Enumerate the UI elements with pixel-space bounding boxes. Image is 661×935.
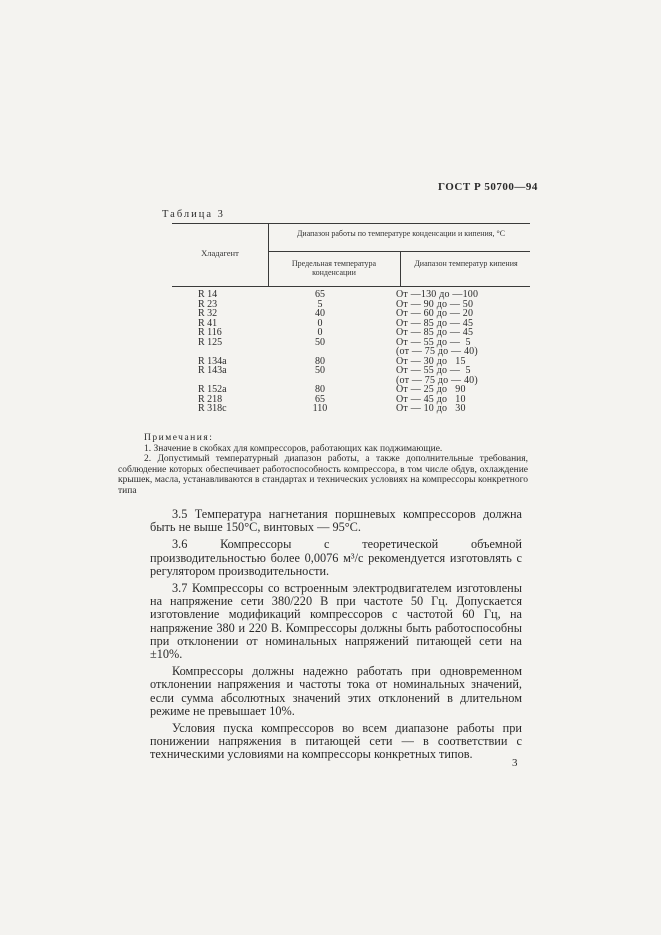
table-notes: [118, 433, 528, 496]
note-item: 1. Значение в скобках для компрессоров, работающих как поджимающие.: [144, 443, 443, 454]
table-row: [172, 328, 530, 338]
refrigerant-cell: R 14: [198, 289, 218, 300]
refrigerant-cell: R 143a: [198, 365, 227, 376]
col-header-range: Диапазон температур кипения: [414, 259, 518, 268]
document-code: ГОСТ Р 50700—94: [438, 181, 538, 193]
paragraph: Компрессоры должны надежно работать при одновременном отклонении напряжения и частоты тока от номинальных значений, если сумма абсолютных значений этих отклонений в длительном режиме не превышает 10%.: [150, 664, 522, 718]
table-body: [172, 290, 530, 414]
range-cell: От — 30 до 15: [396, 355, 466, 367]
refrigerant-cell: R 23: [198, 298, 218, 310]
refrigerant-cell: R 32: [198, 308, 218, 319]
table-row: [172, 300, 530, 310]
table-caption: Таблица 3: [162, 209, 225, 220]
table-group-rule: [268, 251, 530, 252]
range-cell: От — 55 до — 5: [396, 336, 471, 348]
col-header-limit: Предельная температура конденсации: [291, 259, 377, 277]
table-row: [172, 385, 530, 395]
col-header-refrigerant: Хладагент: [201, 248, 239, 258]
limit-temp-cell: 0: [317, 317, 323, 329]
refrigerant-cell: R 318c: [198, 403, 227, 414]
limit-temp-cell: 80: [315, 384, 325, 395]
limit-temp-cell: 65: [315, 393, 325, 405]
range-cell: От — 85 до — 45: [396, 317, 474, 329]
paragraph: 3.5 Температура нагнетания поршневых компрессоров должна быть не выше 150°С, винтовых — 95°С.: [150, 507, 522, 535]
refrigerant-cell: R 218: [198, 393, 223, 405]
table-row: [172, 319, 530, 329]
range-cell: (от — 75 до — 40): [396, 346, 478, 357]
refrigerant-cell: R 134a: [198, 355, 227, 367]
limit-temp-cell: 5: [317, 298, 323, 310]
range-cell: От —130 до —100: [396, 289, 479, 300]
range-cell: (от — 75 до — 40): [396, 374, 478, 386]
table-row: [172, 290, 530, 300]
body-text: [150, 508, 522, 766]
table-top-rule: [172, 223, 530, 224]
paragraph: Условия пуска компрессоров во всем диапазоне работы при понижении напряжения в питающей сети — в соответствии с техническими условиями на компрессоры конкретных типов.: [150, 721, 522, 762]
range-cell: От — 25 до 90: [396, 384, 466, 395]
table-header-rule: [172, 286, 530, 287]
limit-temp-cell: 110: [312, 403, 328, 414]
range-cell: От — 10 до 30: [396, 403, 466, 414]
limit-temp-cell: 50: [315, 365, 325, 376]
paragraph: 3.7 Компрессоры со встроенным электродвигателем изготовлены на напряжение сети 380/220 В при частоте 50 Гц. Допускается изготовление модификаций компрессоров с частотой 60 Гц, на напряжение 380 и 220 В. Компрессоры должны быть работоспособны при отклонении от номинальных напряжений питающей сети на ±10%.: [150, 581, 522, 662]
notes-title: Примечания:: [144, 433, 214, 443]
range-cell: От — 85 до — 45: [396, 327, 474, 338]
paragraph: 3.6 Компрессоры с теоретической объемной производительностью более 0,0076 м³/с рекомендуется изготовлять с регулятором производительности.: [150, 537, 522, 578]
refrigerant-cell: R 152a: [198, 384, 227, 395]
range-cell: От — 90 до — 50: [396, 298, 474, 310]
note-item: 2. Допустимый температурный диапазон работы, а также дополнительные требования, соблюдение которых обеспечивает работоспособность компрессора, в том числе обдув, охлаждение крышек, масла, устанавливаются в стандартах и технических условиях на компрессоры конкретного типа: [118, 454, 528, 496]
page-number: 3: [512, 757, 518, 769]
limit-temp-cell: 40: [315, 308, 325, 319]
limit-temp-cell: 50: [315, 336, 325, 348]
table-subcol-divider: [400, 251, 401, 286]
range-cell: От — 60 до — 20: [396, 308, 474, 319]
range-cell: От — 55 до — 5: [396, 365, 471, 376]
table-row: [172, 309, 530, 319]
limit-temp-cell: 0: [317, 327, 323, 338]
limit-temp-cell: 65: [315, 289, 325, 300]
range-cell: От — 45 до 10: [396, 393, 466, 405]
refrigerant-cell: R 41: [198, 317, 218, 329]
limit-temp-cell: 80: [315, 355, 325, 367]
refrigerant-cell: R 125: [198, 336, 223, 348]
table-col-divider: [268, 223, 269, 286]
table-row: [172, 404, 530, 414]
refrigerant-cell: R 116: [198, 327, 222, 338]
col-header-group: Диапазон работы по температуре конденсации и кипения, °С: [296, 229, 506, 238]
